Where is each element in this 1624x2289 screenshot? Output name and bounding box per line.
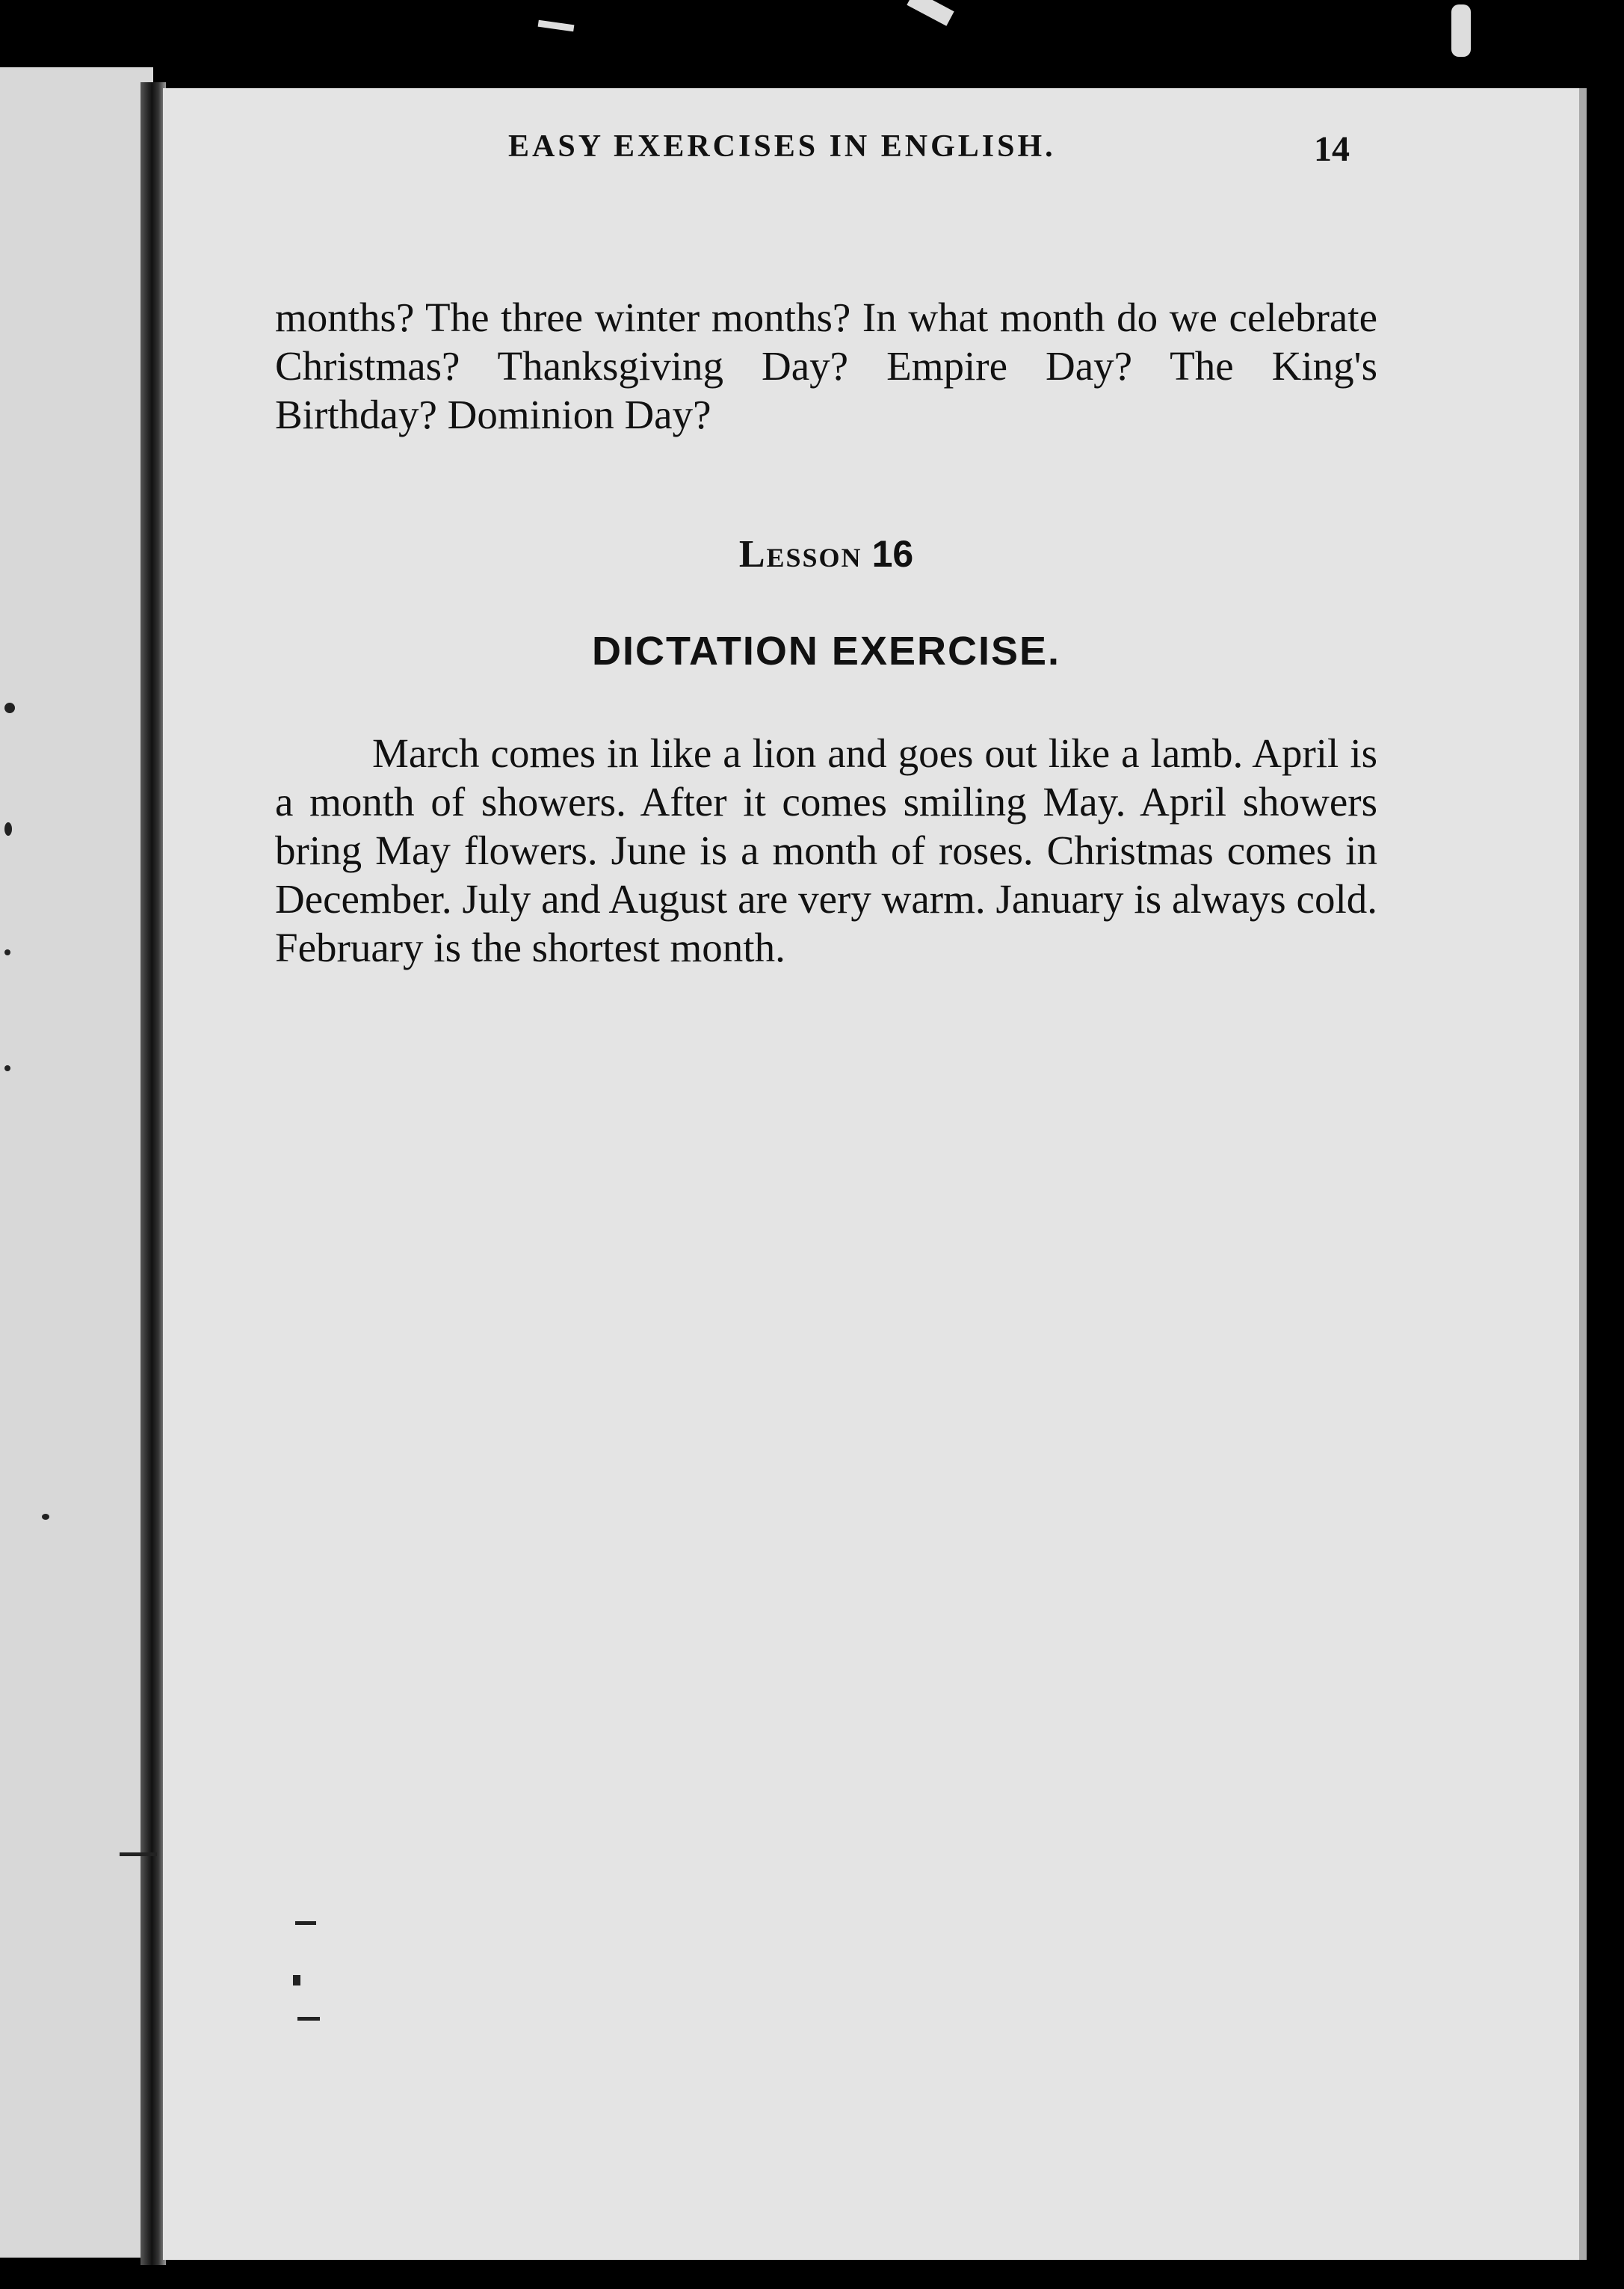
continued-paragraph: months? The three winter months? In what month do we celebrate Christmas? Thanksgiving Day? Empire Day? The King's Birthday? Dominion Day? bbox=[275, 295, 1377, 437]
facing-page-speck bbox=[4, 822, 12, 836]
scan-speck bbox=[538, 20, 575, 32]
scan-speck bbox=[907, 0, 954, 26]
scan-speck bbox=[295, 1921, 316, 1925]
dictation-paragraph: March comes in like a lion and goes out like a lamb. April is a month of showers. After it comes smiling May. April showers bring May flowers. June is a month of roses. Christmas comes in December. July and August are very warm. January is always cold. February is the shortest month. bbox=[275, 730, 1377, 970]
exercise-title: DICTATION EXERCISE. bbox=[591, 629, 1061, 674]
facing-page-speck bbox=[42, 1514, 49, 1520]
scan-speck bbox=[293, 1975, 300, 1985]
scan-speck bbox=[1451, 4, 1471, 57]
book-gutter bbox=[141, 82, 166, 2265]
facing-page-edge bbox=[0, 67, 153, 2258]
scan-speck bbox=[297, 2017, 320, 2021]
running-head-title: EASY EXERCISES IN ENGLISH. bbox=[508, 129, 1056, 164]
facing-page-speck bbox=[4, 703, 15, 713]
lesson-heading bbox=[275, 532, 1377, 576]
facing-page-speck bbox=[4, 949, 10, 955]
page-number: 14 bbox=[1314, 129, 1350, 169]
facing-page-speck bbox=[4, 1065, 10, 1071]
scan-speck bbox=[120, 1852, 157, 1856]
lesson-label: Lesson bbox=[738, 533, 862, 576]
lesson-number: 16 bbox=[871, 533, 914, 575]
